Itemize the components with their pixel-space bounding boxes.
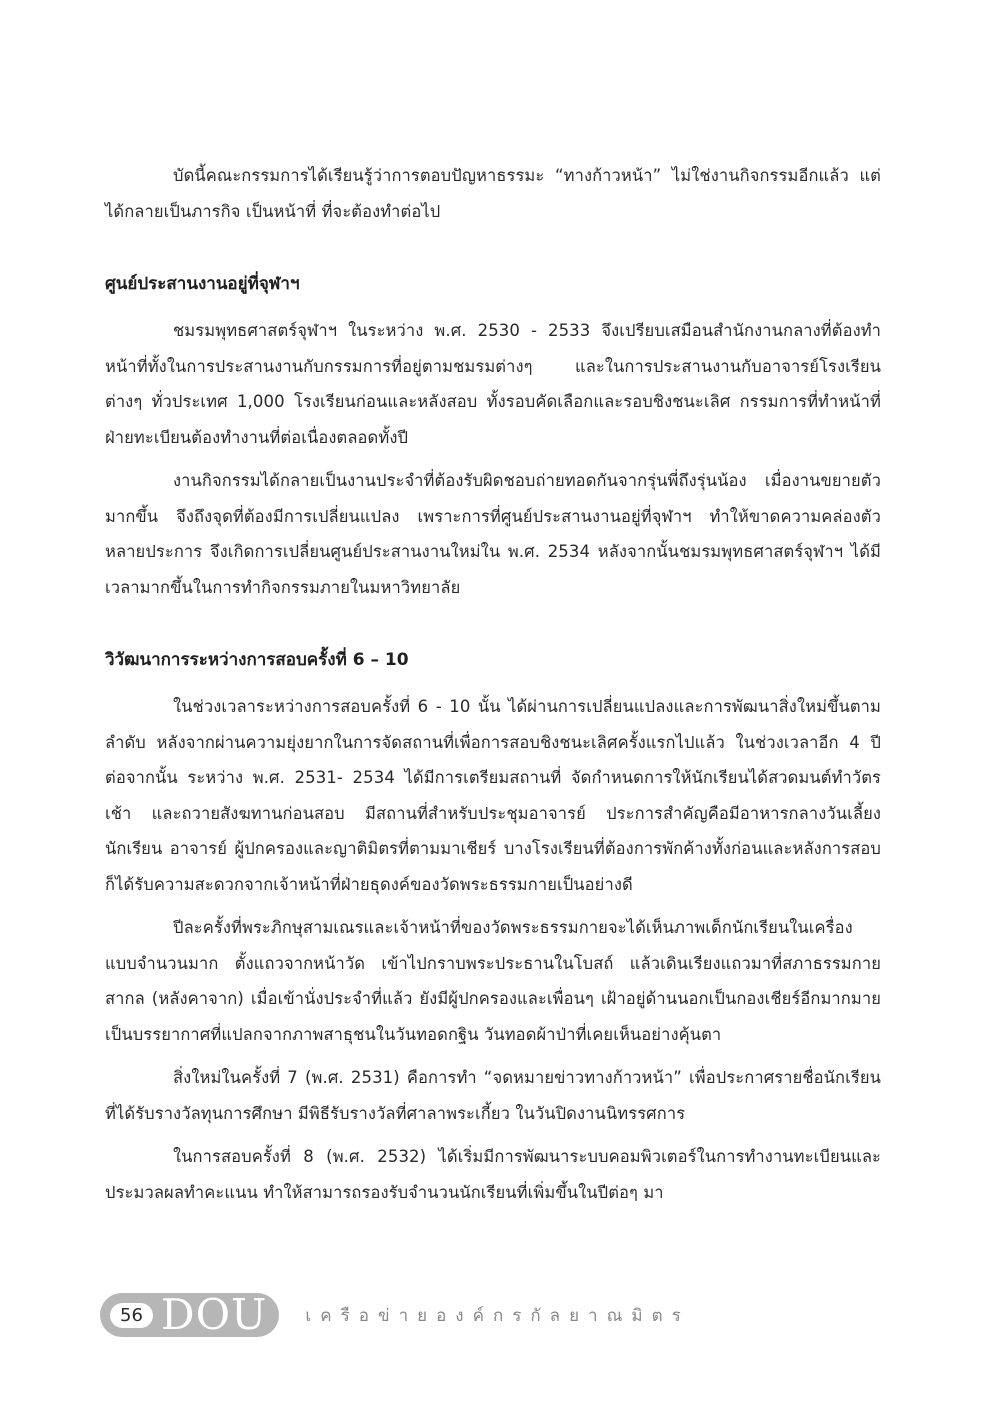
page-footer: [100, 1290, 690, 1339]
paragraph-7: ในการสอบครั้งที่ 8 (พ.ศ. 2532) ได้เริ่มมีการพัฒนาระบบคอมพิวเตอร์ในการทำงานทะเบียนและประมวลผลทำคะแนน ทำให้สามารถรองรับจำนวนนักเรียนที่เพิ่มขึ้นในปีต่อๆ มา: [105, 1147, 881, 1202]
paragraph-1: บัดนี้คณะกรรมการได้เรียนรู้ว่าการตอบปัญหาธรรมะ “ทางก้าวหน้า” ไม่ใช่งานกิจกรรมอีกแล้ว แต่ได้กลายเป็นภารกิจ เป็นหน้าที่ ที่จะต้องทำต่อไป: [105, 166, 881, 221]
paragraph-6: สิ่งใหม่ในครั้งที่ 7 (พ.ศ. 2531) คือการทำ “จดหมายข่าวทางก้าวหน้า” เพื่อประกาศรายชื่อนักเรียนที่ได้รับรางวัลทุนการศึกษา มีพิธีรับรางวัลที่ศาลาพระเกี้ยว ในวันปิดงานนิทรรศการ: [105, 1068, 881, 1123]
organization-name: เครือข่ายองค์กรกัลยาณมิตร: [305, 1305, 690, 1326]
paragraph-2: ชมรมพุทธศาสตร์จุฬาฯ ในระหว่าง พ.ศ. 2530 - 2533 จึงเปรียบเสมือนสำนักงานกลางที่ต้องทำหน้าที่ทั้งในการประสานงานกับกรรมการที่อยู่ตามชมรมต่างๆ และในการประสานงานกับอาจารย์โรงเรียนต่างๆ ทั่วประเทศ 1,000 โรงเรียนก่อนและหลังสอบ ทั้งรอบคัดเลือกและรอบชิงชนะเลิศ กรรมการที่ทำหน้าที่ฝ่ายทะเบียนต้องทำงานที่ต่อเนื่องตลอดทั้งปี: [105, 321, 881, 447]
document-body: [105, 158, 881, 1210]
section-heading-evolution: วิวัฒนาการระหว่างการสอบครั้งที่ 6 – 10: [105, 650, 409, 670]
footer-badge: [100, 1290, 279, 1339]
page-number: 56: [110, 1303, 153, 1328]
section-heading-coordination-center: ศูนย์ประสานงานอยู่ที่จุฬาฯ: [105, 274, 300, 294]
paragraph-4: ในช่วงเวลาระหว่างการสอบครั้งที่ 6 - 10 นั้น ได้ผ่านการเปลี่ยนแปลงและการพัฒนาสิ่งใหม่ขึ้นตามลำดับ หลังจากผ่านความยุ่งยากในการจัดสถานที่เพื่อการสอบชิงชนะเลิศครั้งแรกไปแล้ว ในช่วงเวลาอีก 4 ปี ต่อจากนั้น ระหว่าง พ.ศ. 2531- 2534 ได้มีการเตรียมสถานที่ จัดกำหนดการให้นักเรียนได้สวดมนต์ทำวัตรเช้า และถวายสังฆทานก่อนสอบ มีสถานที่สำหรับประชุมอาจารย์ ประการสำคัญคือมีอาหารกลางวันเลี้ยงนักเรียน อาจารย์ ผู้ปกครองและญาติมิตรที่ตามมาเชียร์ บางโรงเรียนที่ต้องการพักค้างทั้งก่อนและหลังการสอบก็ได้รับความสะดวกจากเจ้าหน้าที่ฝ่ายธุดงค์ของวัดพระธรรมกายเป็นอย่างดี: [105, 697, 881, 894]
dou-logo: DOU: [160, 1290, 268, 1339]
paragraph-5: ปีละครั้งที่พระภิกษุสามเณรและเจ้าหน้าที่ของวัดพระธรรมกายจะได้เห็นภาพเด็กนักเรียนในเครื่องแบบจำนวนมาก ตั้งแถวจากหน้าวัด เข้าไปกราบพระประธานในโบสถ์ แล้วเดินเรียงแถวมาที่สภาธรรมกายสากล (หลังคาจาก) เมื่อเข้านั่งประจำที่แล้ว ยังมีผู้ปกครองและเพื่อนๆ เฝ้าอยู่ด้านนอกเป็นกองเชียร์อีกมากมาย เป็นบรรยากาศที่แปลกจากภาพสาธุชนในวันทอดกฐิน วันทอดผ้าป่าที่เคยเห็นอย่างคุ้นตา: [105, 918, 881, 1044]
paragraph-3: งานกิจกรรมได้กลายเป็นงานประจำที่ต้องรับผิดชอบถ่ายทอดกันจากรุ่นพี่ถึงรุ่นน้อง เมื่องานขยายตัวมากขึ้น จึงถึงจุดที่ต้องมีการเปลี่ยนแปลง เพราะการที่ศูนย์ประสานงานอยู่ที่จุฬาฯ ทำให้ขาดความคล่องตัวหลายประการ จึงเกิดการเปลี่ยนศูนย์ประสานงานใหม่ใน พ.ศ. 2534 หลังจากนั้นชมรมพุทธศาสตร์จุฬาฯ ได้มีเวลามากขึ้นในการทำกิจกรรมภายในมหาวิทยาลัย: [105, 471, 881, 597]
